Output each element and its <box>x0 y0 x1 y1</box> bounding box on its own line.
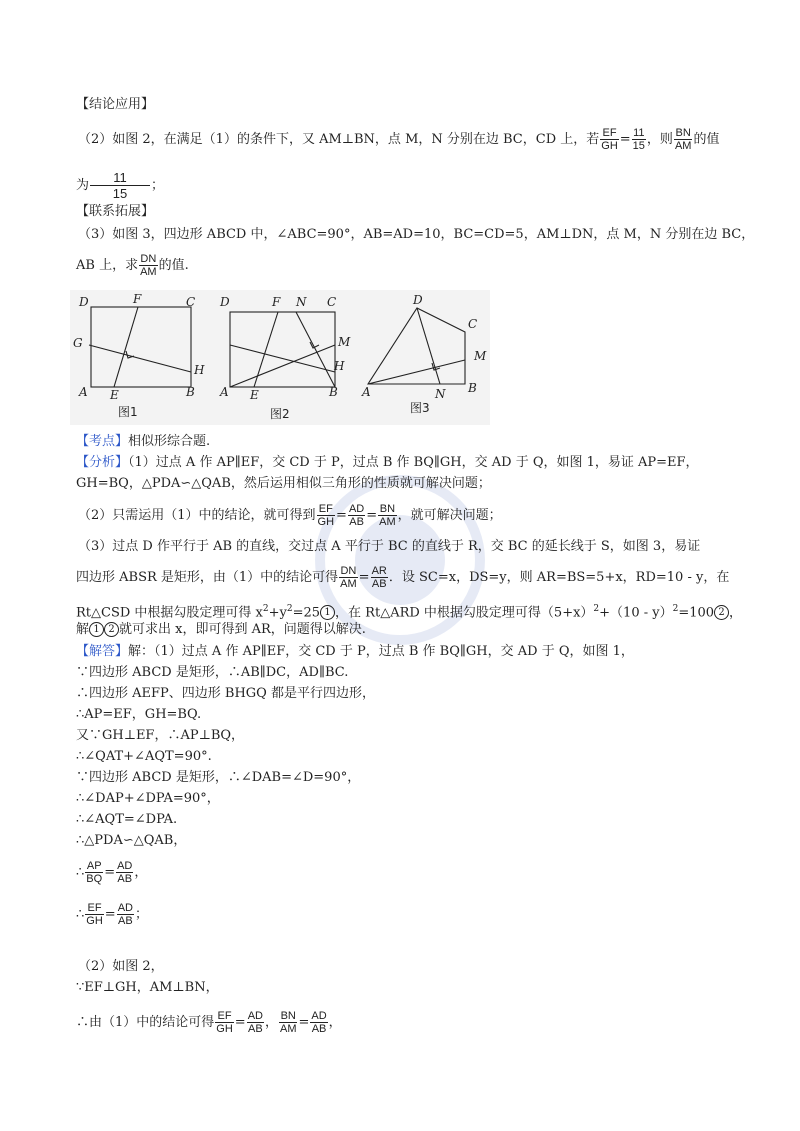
jieda-line5: 又∵GH⊥EF，∴AP⊥BQ， <box>76 728 245 743</box>
part2-line2: ∵EF⊥GH，AM⊥BN， <box>76 980 219 995</box>
fig3-segment-dn <box>417 308 440 384</box>
fenxi-line5: 四边形 ABSR 是矩形，由（1）中的结论可得 $\frac{DN}{AM}$ = $\frac{AR}{AB}$ ．设 SC=x，DS=y，则 AR=BS=5+x，RD=10 - y，在 <box>76 565 730 590</box>
fenxi-line1: 【分析】（1）过点 A 作 AP∥EF，交 CD 于 P，过点 B 作 BQ∥GH，交 AD 于 Q，如图 1，易证 AP=EF， <box>76 455 699 470</box>
fig2-label-a: A <box>220 385 229 399</box>
fig3-caption: 图3 <box>410 401 430 415</box>
fig1-label-e: E <box>110 388 119 402</box>
fig2-caption: 图2 <box>270 407 290 421</box>
figures-svg <box>70 290 490 425</box>
answer-fraction: $\frac{11}{15}$ <box>90 170 150 201</box>
section-extension-heading: 【联系拓展】 <box>76 204 155 219</box>
q3-line2: AB 上，求 $\frac{DN}{AM}$ 的值. <box>76 253 189 278</box>
fig2-label-b: B <box>329 385 338 399</box>
jieda-line4: ∴AP=EF，GH=BQ. <box>76 707 202 722</box>
fig3-label-a: A <box>362 385 371 399</box>
jieda-line11: ∴ $\frac{AP}{BQ}$ = $\frac{AD}{AB}$ ， <box>76 860 148 885</box>
fenxi-line3: （2）只需运用（1）中的结论，就可得到 $\frac{EF}{GH}$ = $\frac{AD}{AB}$ = $\frac{BN}{AM}$ ，就可解决问题； <box>78 503 502 528</box>
fraction: $\frac{11}{15}$ <box>632 127 645 152</box>
fig1-label-b: B <box>186 385 195 399</box>
jieda-line3: ∴四边形 AEFP、四边形 BHGQ 都是平行四边形， <box>76 686 375 701</box>
q3-line1: （3）如图 3，四边形 ABCD 中，∠ABC=90°，AB=AD=10，BC=CD=5，AM⊥DN，点 M，N 分别在边 BC， <box>78 227 755 242</box>
jieda-line9: ∴∠AQT=∠DPA. <box>76 812 178 827</box>
fig2-label-c: C <box>327 295 337 309</box>
jieda-line10: ∴△PDA∽△QAB， <box>76 833 187 848</box>
fig3-segment-am <box>368 360 465 384</box>
fig1-label-f: F <box>133 292 142 306</box>
fig2-segment-bn <box>296 312 335 387</box>
fig2-segment-gh <box>230 345 335 372</box>
fig2-right-angle <box>310 342 319 348</box>
fig2-label-h: H <box>334 359 345 373</box>
q2-line2: 为 $\frac{11}{15}$ ； <box>76 170 165 201</box>
fig2-label-d: D <box>220 295 230 309</box>
fig1-segment-ef <box>114 307 138 387</box>
geometry-figures <box>70 290 490 425</box>
fig3-label-c: C <box>468 317 478 331</box>
fig2-segment-am <box>230 345 335 387</box>
fenxi-line4: （3）过点 D 作平行于 AB 的直线，交过点 A 平行于 BC 的直线于 R，交 BC 的延长线于 S，如图 3，易证 <box>78 539 701 554</box>
part2-line3: ∴由（1）中的结论可得 $\frac{EF}{GH}$ = $\frac{AD}{AB}$ ， $\frac{BN}{AM}$ = $\frac{AD}{AB}$ ， <box>76 1010 342 1035</box>
part2-line1: （2）如图 2， <box>78 959 164 974</box>
jieda-line2: ∵四边形 ABCD 是矩形，∴AB∥DC，AD∥BC. <box>76 665 349 680</box>
jieda-line12: ∴ $\frac{EF}{GH}$ = $\frac{AD}{AB}$ ； <box>76 902 148 927</box>
fig1-label-d: D <box>79 295 89 309</box>
jieda-line1: 【解答】解：（1）过点 A 作 AP∥EF，交 CD 于 P，过点 B 作 BQ∥GH，交 AD 于 Q，如图 1， <box>76 644 634 659</box>
fig2-label-n: N <box>296 295 307 309</box>
fig1-label-c: C <box>186 295 196 309</box>
fig3-label-b: B <box>468 381 477 395</box>
fig2-label-m: M <box>338 335 351 349</box>
fig1-caption: 图1 <box>118 405 138 419</box>
fraction: $\frac{EF}{GH}$ <box>601 127 618 152</box>
fig2-label-f: F <box>272 295 281 309</box>
fig2-label-e: E <box>250 388 259 402</box>
fenxi-line2: GH=BQ，△PDA∽△QAB，然后运用相似三角形的性质就可解决问题； <box>76 476 491 491</box>
kaodian-line: 【考点】相似形综合题. <box>76 434 211 449</box>
fig1-label-a: A <box>79 385 88 399</box>
fig3-label-n: N <box>435 387 446 401</box>
fraction: $\frac{DN}{AM}$ <box>140 253 157 278</box>
fig3-label-d: D <box>413 293 423 307</box>
fig1-label-h: H <box>194 363 205 377</box>
fig1-rectangle <box>91 307 191 387</box>
fraction: $\frac{BN}{AM}$ <box>674 127 692 152</box>
fenxi-line7: 解 1 2 就可求出 x，即可得到 AR，问题得以解决. <box>76 622 366 637</box>
fig3-quadrilateral <box>368 308 465 384</box>
jieda-line7: ∵四边形 ABCD 是矩形，∴∠DAB=∠D=90°， <box>76 770 361 785</box>
fig1-label-g: G <box>73 336 83 350</box>
q2-line1: （2）如图 2，在满足（1）的条件下，又 AM⊥BN，点 M，N 分别在边 BC，CD 上，若 $\frac{EF}{GH}$ = $\frac{11}{15}$ ，则 $\frac{BN}{AM}$ 的值 <box>78 127 720 152</box>
section-conclusion-heading: 【结论应用】 <box>76 97 155 112</box>
jieda-line6: ∴∠QAT+∠AQT=90°. <box>76 749 212 764</box>
fenxi-line6: Rt△CSD 中根据勾股定理可得 $x^2+y^2=25$ 1 ，在 Rt△ARD 中根据勾股定理可得$(5+x)^2+(10 - y)^2=100$ 2 ， <box>76 604 743 621</box>
fig1-right-angle <box>126 351 134 358</box>
fig3-label-m: M <box>474 349 487 363</box>
fig1-segment-gh <box>89 345 191 372</box>
jieda-line8: ∴∠DAP+∠DPA=90°， <box>76 791 220 806</box>
